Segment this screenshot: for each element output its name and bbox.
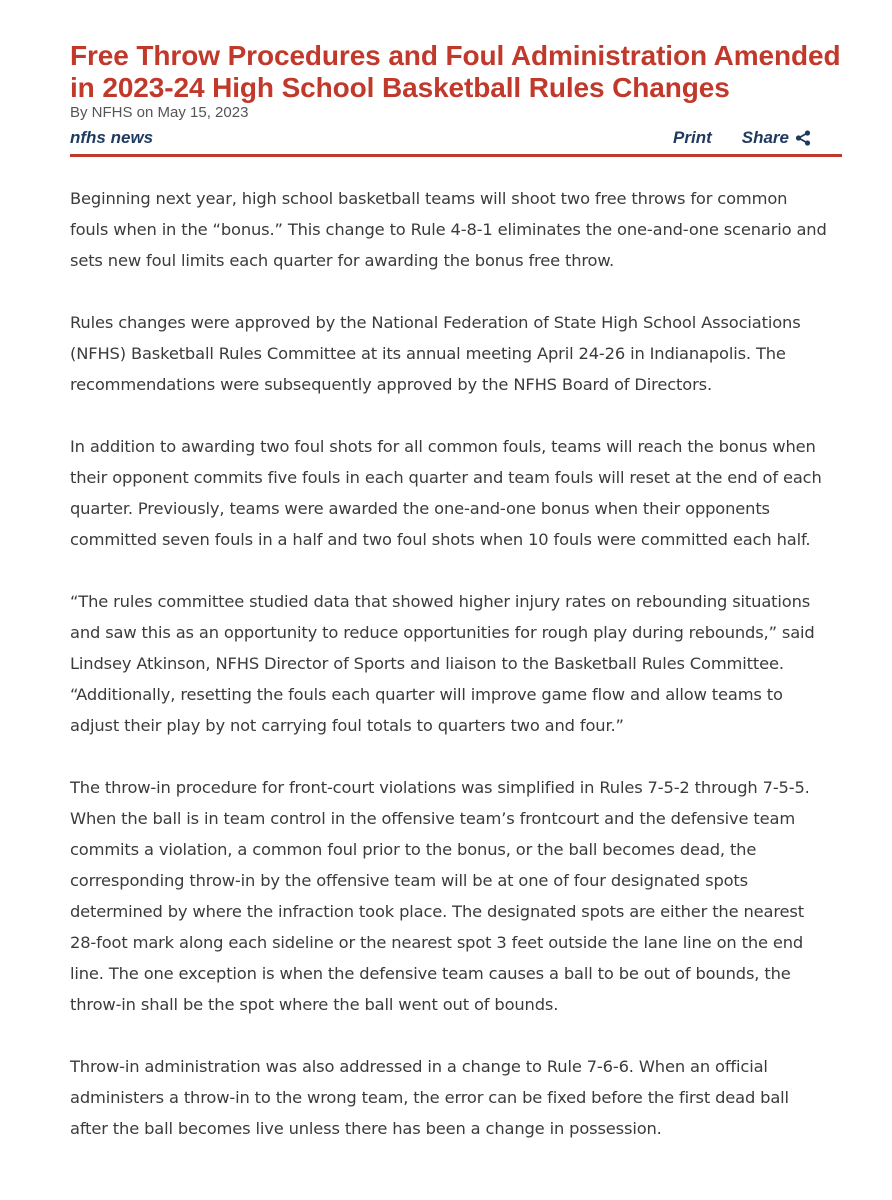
article-paragraph: Rules changes were approved by the National Federation of State High School Associations (NFHS) Basketball Rules Committee at its annual meeting April 24-26 in Indianapolis. The recommendations were subsequently approved by the NFHS Board of Directors. (70, 313, 801, 394)
article-page (70, 40, 842, 1175)
share-icon (794, 129, 812, 147)
share-button[interactable] (742, 128, 812, 148)
article-paragraph: In addition to awarding two foul shots for all common fouls, teams will reach the bonus when their opponent commits five fouls in each quarter and team fouls will reset at the end of each quarter. Previously, teams were awarded the one-and-one bonus when their opponents committed seven fouls in a half and two foul shots when 10 fouls were committed each half. (70, 437, 822, 549)
article-paragraph: Throw-in administration was also addressed in a change to Rule 7-6-6. When an official administers a throw-in to the wrong team, the error can be fixed before the first dead ball after the ball becomes live unless there has been a change in possession. (70, 1057, 789, 1138)
article-actions (673, 128, 812, 148)
article-toolbar (70, 126, 842, 157)
article-byline: By NFHS on May 15, 2023 (70, 104, 249, 121)
share-label: Share (741, 128, 789, 147)
article-paragraph: The throw-in procedure for front-court violations was simplified in Rules 7-5-2 through 7-5-5. When the ball is in team control in the offensive team’s frontcourt and the defensive team commits a violation, a common foul prior to the bonus, or the ball becomes dead, the corresponding throw-in by the offensive team will be at one of four designated spots determined by where the infraction took place. The designated spots are either the nearest 28-foot mark along each sideline or the nearest spot 3 feet outside the lane line on the end line. The one exception is when the defensive team causes a ball to be out of bounds, the throw-in shall be the spot where the ball went out of bounds. (70, 778, 810, 1014)
article-paragraph: Beginning next year, high school basketball teams will shoot two free throws for common fouls when in the “bonus.” This change to Rule 4-8-1 eliminates the one-and-one scenario and sets new foul limits each quarter for awarding the bonus free throw. (70, 189, 827, 270)
section-link-nfhs-news[interactable]: nfhs news (70, 128, 154, 147)
article-paragraph: “The rules committee studied data that showed higher injury rates on rebounding situations and saw this as an opportunity to reduce opportunities for rough play during rebounds,” said Lindsey Atkinson, NFHS Director of Sports and liaison to the Basketball Rules Committee. “Additionally, resetting the fouls each quarter will improve game flow and allow teams to adjust their play by not carrying foul totals to quarters two and four.” (70, 592, 815, 735)
article-body (70, 183, 830, 1144)
print-link[interactable]: Print (673, 128, 712, 147)
article-title: Free Throw Procedures and Foul Administration Amended in 2023-24 High School Basketball Rules Changes (70, 40, 841, 103)
